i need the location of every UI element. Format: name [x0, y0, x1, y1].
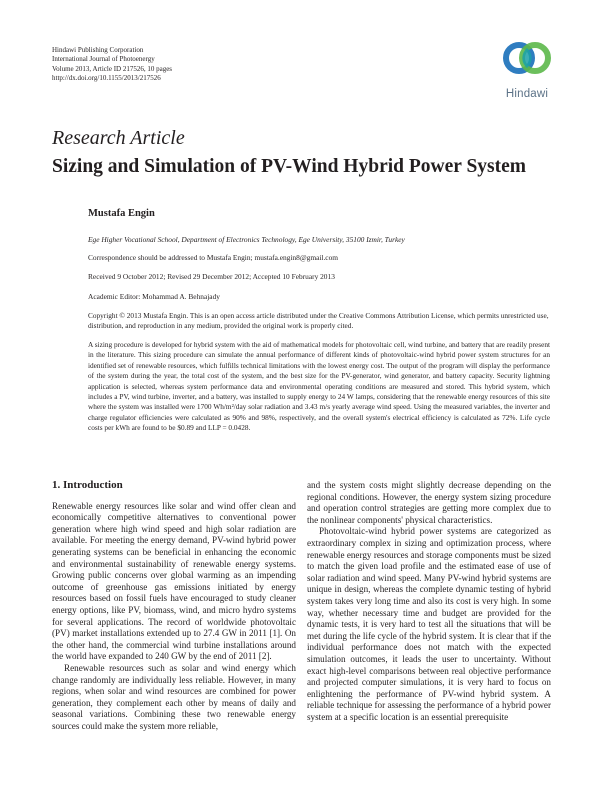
volume-line: Volume 2013, Article ID 217526, 10 pages — [52, 64, 173, 73]
doi-line: http://dx.doi.org/10.1155/2013/217526 — [52, 73, 161, 82]
right-column — [307, 480, 551, 723]
left-column — [52, 480, 296, 732]
hindawi-rings-icon — [498, 36, 556, 88]
journal-header — [52, 46, 172, 83]
received-dates: Received 9 October 2012; Revised 29 December 2012; Accepted 10 February 2013 — [88, 272, 335, 281]
article-title: Sizing and Simulation of PV-Wind Hybrid Power System — [52, 156, 527, 177]
body-paragraph: Photovoltaic-wind hybrid power systems are categorized as extraordinary complex in sizing and optimization process, where renewable energy resources and storage components must be sized to match the given load profile and the estimated ease of use of solar radiation and wind speed. Many PV-wind hybrid systems are unique in design, whereas the complete dynamic testing of hybrid system takes very long time and also its cost is very high. In some way, whether necessary time and budget are provided for the dynamic tests, it is very hard to test all the situations that will be met during the life cycle of the hybrid system. It is clear that if the individual performance does not match with the expected simulation outcomes, it leads the user to uncertainty. Without exact high-level comparisons between real objective performance and projected computer simulations, it is very hard to focus on enlightening the performance of PV-wind hybrid system. A reliable technique for assessing the performance of a hybrid power system at a specific location is an essential prerequisite — [307, 526, 551, 722]
publisher-line: Hindawi Publishing Corporation — [52, 46, 144, 54]
author-name: Mustafa Engin — [88, 208, 155, 219]
hindawi-logo — [498, 36, 556, 106]
article-type: Research Article — [52, 127, 185, 149]
section-heading-introduction: 1. Introduction — [52, 479, 123, 491]
body-paragraph: Renewable resources such as solar and wind energy which change randomly are individually less reliable. However, in many regions, when solar and wind resources are combined for power generation, they complement each other by means of daily and seasonal variations. Combining these two renewable energy sources could make the system more reliable, — [52, 662, 296, 731]
author-affiliation: Ege Higher Vocational School, Department of Electronics Technology, Ege University, 35100 Izmir, Turkey — [88, 235, 405, 244]
correspondence-line: Correspondence should be addressed to Mustafa Engin; mustafa.engin8@gmail.com — [88, 253, 339, 262]
body-paragraph: Renewable energy resources like solar and wind offer clean and economically competitive alternatives to conventional power generation where high wind speed and high solar radiation are available. For meeting the energy demand, PV-wind hybrid power generating systems can be beneficial in enhancing the economic and environmental sustainability of renewable energy systems. Growing public concerns over global warming as an impending outcome of greenhouse gas emissions initiated by energy resources based on fossil fuels have encouraged to study cleaner energy options, like PV, biomass, wind, and micro hydro systems for several applications. The record of worldwide photovoltaic (PV) market installations extended up to 27.4 GW in 2011 [1]. On the other hand, the commercial wind turbine installations around the world have expanded to 240 GW by the end of 2011 [2]. — [52, 500, 296, 662]
academic-editor: Academic Editor: Mohammad A. Behnajady — [88, 292, 220, 301]
hindawi-wordmark: Hindawi — [505, 88, 549, 100]
body-paragraph: and the system costs might slightly decrease depending on the regional conditions. However, the energy system sizing procedure and operation control strategies are getting more complex due to the nonlinear components' physical characteristics. — [307, 480, 551, 525]
copyright-notice: Copyright © 2013 Mustafa Engin. This is an open access article distributed under the Creative Commons Attribution License, which permits unrestricted use, distribution, and reproduction in any medium, provided the original work is properly cited. — [88, 311, 549, 330]
abstract-text: A sizing procedure is developed for hybrid system with the aid of mathematical models for photovoltaic cell, wind turbine, and battery that are readily present in the literature. This sizing procedure can simulate the annual performance of different kinds of photovoltaic-wind hybrid power system structures for an identified set of renewable resources, which fulfills technical limitations with the lowest energy cost. The output of the program will display the performance of the system during the year, the total cost of the system, and the best size for the PV-generator, wind generator, and battery capacity. Security lightning application is selected, whereas system performance data and environmental operating conditions are measured and stored. This hybrid system, which includes a PV, wind turbine, inverter, and a battery, was installed to supply energy to 24 W lamps, considering that the renewable energy resources of this site where the system was installed were 1700 Wh/m²/day solar radiation and 3.43 m/s yearly average wind speed. Using the measured variables, the inverter and charge regulator efficiencies were calculated as 90% and 98%, respectively, and the overall system's electrical efficiency is calculated as 72%. Life cycle costs per kWh are found to be $0.89 and LLP = 0.0428. — [88, 340, 550, 433]
journal-name-line: International Journal of Photoenergy — [52, 55, 155, 64]
